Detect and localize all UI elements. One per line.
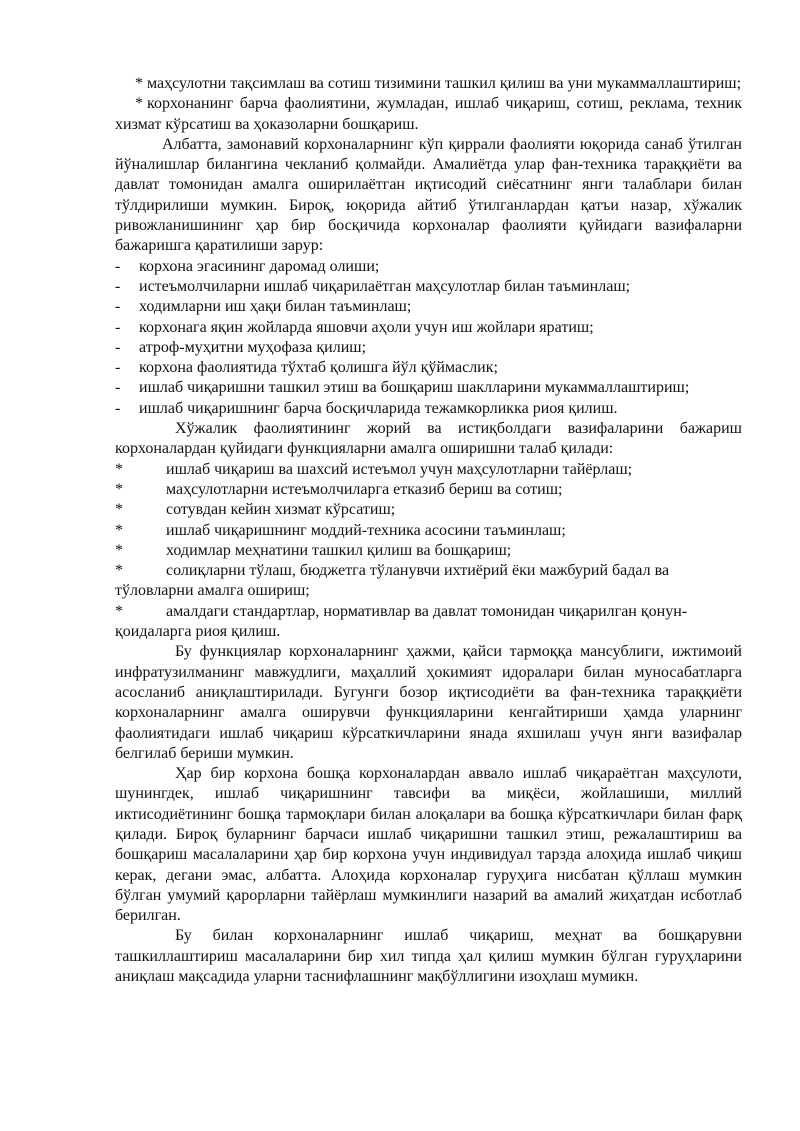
list-item-text: ишлаб чиқариш ва шахсий истеъмол учун маҳсулотларни тайёрлаш; (166, 460, 633, 478)
dash-marker: - (115, 338, 121, 356)
asterisk-marker: * (115, 541, 123, 559)
dash-marker: - (115, 298, 121, 316)
dash-marker: - (115, 257, 121, 275)
dash-marker: - (115, 399, 121, 417)
list-item (115, 521, 742, 541)
intro-item: * маҳсулотни тақсимлаш ва сотиш тизимини ташкил қилиш ва уни мукаммаллаштириш; (115, 74, 742, 94)
paragraph: Бу билан корхоналарнинг ишлаб чиқариш, меҳнат ва бошқарувни ташкиллаштириш масалаларини бир хил типда ҳал қилиш мумкин бўлган гуруҳларини аниқлаш мақсадида уларни таснифлашнинг мақбўллигини изоҳлаш мумикн. (115, 927, 742, 986)
dash-marker: - (115, 318, 121, 336)
list-item (115, 277, 742, 297)
list-item (115, 358, 742, 378)
list-item (115, 338, 742, 358)
list-item-text: ишлаб чиқаришнинг моддий-техника асосини таъминлаш; (166, 521, 566, 539)
list-item-continuation: тўловларни амалга ошириш; (115, 582, 310, 600)
list-item-text: истеъмолчиларни ишлаб чиқарилаётган маҳсулотлар билан таъминлаш; (139, 277, 631, 295)
dash-marker: - (115, 379, 121, 397)
paragraph: Албатта, замонавий корхоналарнинг кўп қиррали фаолияти юқорида санаб ўтилган йўналишлар билангина чекланиб қолмайди. Амалиётда улар фан-техника тараққиёти ва давлат томонидан амалга оширилаётган иқтисодий сиёсатнинг янги талаблари билан тўлдирилиши мумкин. Бироқ, юқорида айтиб ўтилганлардан қатъи назар, хўжалик ривожланишининг ҳар бир босқичида корхоналар фаолияти қуйидаги вазифаларни бажаришга қаратилиши зарур: (115, 135, 742, 255)
intro-item: * корхонанинг барча фаолиятини, жумладан, ишлаб чиқариш, сотиш, реклама, техник хизмат кўрсатиш ва ҳоказоларни бошқариш. (115, 94, 742, 135)
list-item (115, 480, 742, 500)
paragraph: Бу функциялар корхоналарнинг ҳажми, қайси тармоққа мансублиги, ижтимоий инфратузилманинг мавжудлиги, маҳаллий ҳокимият идоралари билан муносабатларга асосланиб аниқлаштирилади. Бугунги бозор иқтисодиёти ва фан-техника тараққиёти корхоналарнинг амалга оширувчи функцияларини кенгайтириши ҳамда уларнинг фаолиятидаги ишлаб чиқариш кўрсаткичларини янада яхшилаш учун янги вазифалар белгилаб бериши мумкин. (115, 643, 742, 762)
list-item-text: маҳсулотларни истеъмолчиларга етказиб бериш ва сотиш; (166, 480, 563, 498)
list-item-text: ходимларни иш ҳақи билан таъминлаш; (139, 298, 412, 316)
dash-marker: - (115, 277, 121, 295)
list-item-text: атроф-муҳитни муҳофаза қилиш; (139, 338, 367, 356)
list-item-text: солиқларни тўлаш, бюджетга тўланувчи ихтиёрий ёки мажбурий бадал ва (166, 562, 670, 580)
list-item-text: ишлаб чиқаришни ташкил этиш ва бошқариш шаклларини мукаммаллаштириш; (139, 379, 690, 397)
list-item-text: амалдаги стандартлар, нормативлар ва давлат томонидан чиқарилган қонун- (166, 602, 688, 620)
list-item (115, 561, 742, 581)
asterisk-marker: * (115, 562, 123, 580)
list-item (115, 500, 742, 520)
dash-marker: - (115, 359, 121, 377)
list-item (115, 602, 742, 622)
list-item (115, 460, 742, 480)
asterisk-marker: * (115, 521, 123, 539)
list-item (115, 378, 742, 398)
asterisk-marker: * (115, 480, 123, 498)
intro-item-text: маҳсулотни тақсимлаш ва сотиш тизимини ташкил қилиш ва уни мукаммаллаштириш; (147, 75, 742, 92)
list-item-text: ходимлар меҳнатини ташкил қилиш ва бошқариш; (166, 541, 512, 559)
bullet-list (115, 460, 742, 643)
document-page (115, 74, 742, 987)
list-item-text: корхонага яқин жойларда яшовчи аҳоли учун иш жойлари яратиш; (139, 318, 594, 336)
list-item-text: ишлаб чиқаришнинг барча босқичларида тежамкорликка риоя қилиш. (139, 399, 618, 417)
asterisk-marker: * (115, 602, 123, 620)
intro-item-text: корхонанинг барча фаолиятини, жумладан, ишлаб чиқариш, сотиш, реклама, техник хизмат кўрсатиш ва ҳоказоларни бошқариш. (115, 95, 742, 133)
paragraph: Хўжалик фаолиятининг жорий ва истиқболдаги вазифаларини бажариш корхоналардан қуйидаги функцияларни амалга оширишни талаб қилади: (115, 420, 742, 458)
dash-list (115, 257, 742, 419)
list-item (115, 257, 742, 277)
asterisk-marker: * (115, 460, 123, 478)
list-item (115, 399, 742, 419)
list-item (115, 297, 742, 317)
list-item (115, 318, 742, 338)
paragraph: Ҳар бир корхона бошқа корхоналардан аввало ишлаб чиқараётган маҳсулоти, шунингдек, ишлаб чиқаришнинг тавсифи ва миқёси, жойлашиши, миллий иктисодиётининг бошқа тармоқлари билан алоқалари ва бошқа кўрсаткичлари билан фарқ қилади. Бироқ буларнинг барчаси ишлаб чиқаришни ташкил этиш, режалаштириш ва бошқариш масалаларини ҳар бир корхона учун индивидуал тарзда алоҳида ишлаб чиқиш керак, дегани эмас, албатта. Алоҳида корхоналар гуруҳига нисбатан қўллаш мумкин бўлган умумий қарорларни тайёрлаш мумкинлиги назарий ва амалий жиҳатдан исботлаб берилган. (115, 765, 742, 925)
list-item-text: сотувдан кейин хизмат кўрсатиш; (166, 501, 396, 519)
list-item-text: корхона эгасининг даромад олиши; (139, 257, 380, 275)
list-item (115, 541, 742, 561)
asterisk-marker: * (115, 501, 123, 519)
list-item-text: корхона фаолиятида тўхтаб қолишга йўл қўймаслик; (139, 359, 498, 377)
list-item-continuation: қоидаларга риоя қилиш. (115, 623, 281, 641)
